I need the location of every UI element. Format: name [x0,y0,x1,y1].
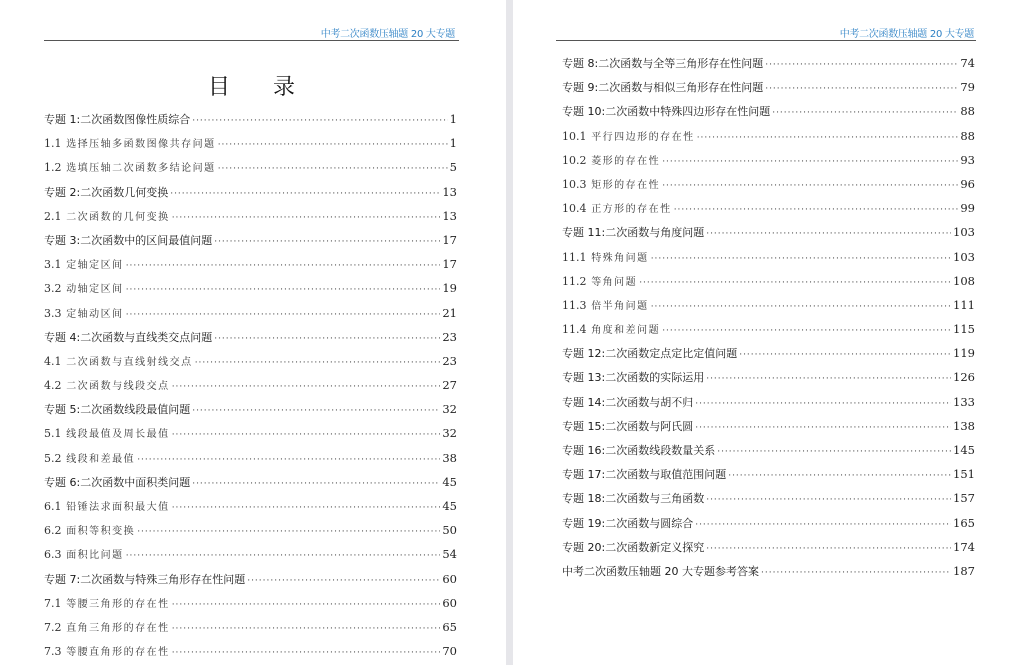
toc-entry-number: 10.2 [562,153,587,167]
toc-entry-label: 专题 3:二次函数中的区间最值问题 [44,233,213,247]
toc-entry-text: 定轴动区间 [66,308,124,320]
toc-page-number: 151 [953,467,975,482]
toc-entry-number: 7.2 [44,620,62,634]
dot-leader [695,392,951,416]
toc-entry-label [44,374,170,399]
toc-entry-number: 6.3 [44,548,62,562]
toc-entry-text: 菱形的存在性 [591,155,661,167]
toc-entry-topic[interactable] [562,559,975,583]
toc-entry-label: 专题 16:二次函数线段数量关系 [562,444,716,457]
dot-leader [706,537,951,561]
header-rule [44,40,459,41]
toc-entry-topic[interactable] [562,486,975,510]
toc-entry-label: 专题 10:二次函数中特殊四边形存在性问题 [562,105,771,119]
dot-leader [765,53,958,77]
toc-entry-text: 二次函数的几何变换 [66,211,170,223]
toc-entry-label [562,197,672,222]
toc-entry-topic[interactable] [44,180,457,204]
toc-page-number: 103 [953,225,975,240]
toc-entry-subtopic[interactable] [562,245,975,269]
toc-page-number: 96 [960,176,975,191]
dot-leader [218,133,448,157]
toc-entry-topic[interactable] [562,438,975,462]
dot-leader [639,271,951,295]
toc-entry-number: 7.1 [44,596,62,610]
dot-leader [126,303,441,327]
toc-entry-label: 专题 20:二次函数新定义探究 [562,540,705,554]
toc-entry-number: 6.2 [44,524,62,538]
page-gutter [506,0,513,665]
toc-page-number: 32 [442,402,457,417]
toc-entry-topic[interactable] [562,511,975,535]
toc-entry-label: 专题 12:二次函数定点定比定值问题 [562,347,738,361]
toc-list-left [44,107,457,663]
toc-page-number: 60 [442,571,457,586]
toc-entry-label [44,277,124,302]
dot-leader [126,278,441,302]
toc-entry-label: 专题 7:二次函数与特殊三角形存在性问题 [44,572,246,586]
dot-leader [662,319,951,343]
toc-entry-subtopic[interactable] [44,518,457,542]
toc-page-number: 157 [953,491,975,506]
toc-page-number: 111 [953,297,975,312]
toc-entry-subtopic[interactable] [44,542,457,566]
toc-page-number: 93 [960,152,975,167]
toc-entry-number: 10.3 [562,177,587,191]
toc-page-number: 27 [442,378,457,393]
toc-entry-label [562,173,660,198]
toc-entry-text: 线段最值及周长最值 [66,429,170,441]
toc-page-number: 88 [960,128,975,143]
toc-entry-number: 5.1 [44,427,62,441]
toc-entry-label: 专题 1:二次函数图像性质综合 [44,113,191,126]
toc-entry-text: 面积比问题 [66,550,124,562]
toc-entry-text: 特殊角问题 [591,252,649,264]
toc-entry-label [562,125,695,150]
toc-entry-label: 中考二次函数压轴题 20 大专题参考答案 [562,564,759,578]
toc-entry-text: 正方形的存在性 [591,204,672,216]
toc-entry-text: 直角三角形的存在性 [66,622,170,634]
toc-page-number: 13 [442,184,457,199]
dot-leader [172,593,441,617]
toc-entry-label [44,302,124,327]
toc-entry-topic[interactable] [44,567,457,591]
toc-page-number: 45 [442,499,457,513]
dot-leader [192,472,440,496]
toc-entry-text: 角度和差问题 [591,325,661,337]
toc-entry-text: 等腰直角形的存在性 [66,647,170,659]
toc-page-number: 54 [442,547,457,562]
toc-entry-number: 10.1 [562,129,587,143]
toc-entry-label: 专题 18:二次函数与三角函数 [562,492,705,506]
toc-page-number: 17 [442,232,457,247]
toc-entry-subtopic[interactable] [44,639,457,663]
toc-entry-label [44,422,170,447]
toc-entry-text: 定轴定区间 [66,260,124,272]
toc-page-number: 21 [442,305,457,320]
toc-entry-number: 6.1 [44,500,62,513]
toc-entry-text: 二次函数与直线射线交点 [66,356,193,368]
toc-page-number: 108 [953,273,975,288]
dot-leader [728,464,951,488]
dot-leader [706,367,951,391]
toc-entry-text: 线段和差最值 [66,453,136,465]
toc-entry-label: 专题 6:二次函数中面积类问题 [44,475,191,489]
toc-page-number: 99 [960,201,975,216]
toc-page-number: 32 [442,426,457,441]
toc-entry-number: 3.1 [44,258,62,272]
toc-page-number: 1 [449,136,457,151]
toc-entry-label: 专题 17:二次函数与取值范围问题 [562,468,727,482]
dot-leader [761,561,951,585]
toc-page-number: 103 [953,249,975,264]
toc-page-number: 138 [953,418,975,433]
toc-entry-topic[interactable] [562,535,975,559]
toc-entry-subtopic[interactable] [562,317,975,341]
toc-entry-subtopic[interactable] [44,276,457,300]
toc-entry-topic[interactable] [44,397,457,421]
running-head: 中考二次函数压轴题 20 大专题 [839,29,974,40]
dot-leader [706,222,951,246]
toc-page-number: 70 [442,644,457,659]
toc-entry-label [562,294,649,319]
page-left [0,0,506,665]
toc-entry-text: 倍半角问题 [591,300,649,312]
toc-page-number: 79 [960,80,975,95]
toc-entry-label: 专题 2:二次函数几何变换 [44,185,169,199]
toc-entry-subtopic[interactable] [44,204,457,228]
toc-entry-topic[interactable] [562,75,975,99]
toc-entry-label [562,246,649,271]
toc-entry-topic[interactable] [44,107,457,131]
toc-entry-topic[interactable] [562,365,975,389]
toc-entry-subtopic[interactable] [44,155,457,179]
toc-entry-subtopic[interactable] [44,591,457,615]
toc-entry-number: 11.1 [562,250,587,264]
toc-entry-topic[interactable] [562,99,975,123]
toc-page-number: 126 [953,370,975,385]
dot-leader [697,126,959,150]
dot-leader [247,569,440,593]
toc-entry-label [44,205,170,230]
toc-page-number: 5 [449,160,457,175]
toc-entry-subtopic[interactable] [562,124,975,148]
toc-page-number: 119 [953,346,975,361]
toc-entry-text: 二次函数与线段交点 [66,381,170,393]
toc-page-number: 23 [442,329,457,344]
toc-entry-label [44,132,216,157]
toc-entry-label [44,495,170,520]
toc-entry-subtopic[interactable] [562,172,975,196]
toc-entry-text: 选填压轴二次函数多结论问题 [66,163,216,175]
dot-leader [192,109,447,133]
toc-entry-subtopic[interactable] [562,269,975,293]
toc-entry-number: 11.3 [562,298,587,312]
toc-entry-label [562,270,637,295]
dot-leader [706,488,951,512]
toc-entry-topic[interactable] [562,220,975,244]
dot-leader [172,423,441,447]
toc-entry-label: 专题 15:二次函数与阿氏圆 [562,419,694,433]
toc-entry-topic[interactable] [562,51,975,75]
dot-leader [218,157,448,181]
dot-leader [137,448,440,472]
toc-entry-text: 动轴定区间 [66,284,124,296]
dot-leader [137,520,440,544]
toc-page-number: 115 [953,322,975,337]
toc-entry-text: 平行四边形的存在性 [591,131,695,143]
toc-page-number: 13 [442,208,457,223]
toc-entry-number: 11.2 [562,274,587,288]
toc-page-number: 38 [442,450,457,465]
toc-entry-number: 4.2 [44,379,62,393]
toc-entry-label [562,149,660,174]
toc-page-number: 1 [449,112,457,126]
toc-entry-subtopic[interactable] [562,148,975,172]
toc-entry-label: 专题 4:二次函数与直线类交点问题 [44,330,213,344]
dot-leader [214,327,440,351]
dot-leader [695,513,951,537]
toc-page-number: 74 [960,56,975,70]
toc-entry-number: 10.4 [562,202,587,216]
toc-entry-number: 1.2 [44,161,62,175]
toc-page-number: 60 [442,595,457,610]
toc-page-number: 19 [442,281,457,296]
toc-entry-subtopic[interactable] [44,421,457,445]
toc-page-number: 65 [442,619,457,634]
toc-entry-topic[interactable] [562,341,975,365]
dot-leader [674,198,959,222]
toc-entry-label: 专题 19:二次函数与圆综合 [562,516,694,530]
dot-leader [695,416,951,440]
toc-entry-number: 1.1 [44,137,62,151]
toc-entry-subtopic[interactable] [44,373,457,397]
toc-entry-number: 3.3 [44,306,62,320]
toc-entry-subtopic[interactable] [44,446,457,470]
toc-page-number: 174 [953,539,975,554]
dot-leader [172,375,441,399]
toc-entry-label [562,318,660,343]
dot-leader [717,440,951,464]
toc-entry-label [44,350,193,375]
toc-entry-label: 专题 8:二次函数与全等三角形存在性问题 [562,57,764,70]
toc-page-number: 50 [442,523,457,538]
dot-leader [172,496,441,520]
dot-leader [651,295,951,319]
toc-entry-text: 面积等积变换 [66,526,136,538]
toc-entry-number: 3.2 [44,282,62,296]
toc-entry-subtopic[interactable] [44,349,457,373]
toc-entry-topic[interactable] [44,470,457,494]
toc-page-number: 23 [442,353,457,368]
toc-page-number: 17 [442,257,457,272]
dot-leader [765,77,958,101]
toc-entry-subtopic[interactable] [562,196,975,220]
toc-entry-label [44,543,124,568]
toc-entry-subtopic[interactable] [44,494,457,518]
toc-entry-label [44,156,216,181]
toc-entry-number: 7.3 [44,645,62,659]
toc-page-number: 45 [442,474,457,489]
toc-entry-topic[interactable] [562,414,975,438]
toc-entry-number: 2.1 [44,209,62,223]
toc-entry-label [44,592,170,617]
dot-leader [651,247,951,271]
dot-leader [172,206,441,230]
toc-entry-label [44,616,170,641]
toc-entry-text: 矩形的存在性 [591,179,661,191]
toc-entry-text: 铅锤法求面积最大值 [66,502,170,513]
dot-leader [126,544,441,568]
toc-entry-topic[interactable] [562,462,975,486]
toc-entry-label: 专题 11:二次函数与角度问题 [562,226,705,240]
toc-entry-topic[interactable] [44,228,457,252]
header-rule [556,40,976,41]
toc-page-number: 145 [953,443,975,457]
toc-entry-text: 选择压轴多函数图像共存问题 [66,139,216,151]
dot-leader [126,254,441,278]
dot-leader [772,101,958,125]
toc-entry-number: 11.4 [562,323,587,337]
toc-entry-label: 专题 5:二次函数线段最值问题 [44,403,191,417]
dot-leader [739,343,951,367]
toc-page-number: 88 [960,104,975,119]
toc-entry-label [44,640,170,665]
dot-leader [195,351,441,375]
dot-leader [172,617,441,641]
toc-entry-label: 专题 9:二次函数与相似三角形存在性问题 [562,81,764,95]
toc-entry-subtopic[interactable] [44,252,457,276]
toc-page-number: 187 [953,563,975,578]
toc-entry-label [44,447,135,472]
toc-page-number: 165 [953,515,975,530]
toc-title: 目 录 [208,75,313,100]
toc-entry-topic[interactable] [562,390,975,414]
toc-list-right [562,51,975,583]
page-right [513,0,1024,665]
dot-leader [172,641,441,665]
dot-leader [192,399,440,423]
toc-entry-text: 等腰三角形的存在性 [66,598,170,610]
toc-entry-subtopic[interactable] [44,131,457,155]
toc-entry-label [44,253,124,278]
toc-entry-topic[interactable] [44,325,457,349]
toc-entry-text: 等角问题 [591,276,638,288]
dot-leader [170,182,440,206]
toc-entry-label [44,519,135,544]
dot-leader [662,150,958,174]
running-head: 中考二次函数压轴题 20 大专题 [320,29,455,40]
toc-entry-subtopic[interactable] [44,615,457,639]
toc-entry-label: 专题 14:二次函数与胡不归 [562,395,694,409]
dot-leader [214,230,440,254]
toc-entry-subtopic[interactable] [44,301,457,325]
toc-entry-subtopic[interactable] [562,293,975,317]
dot-leader [662,174,958,198]
toc-page-number: 133 [953,394,975,409]
toc-entry-label: 专题 13:二次函数的实际运用 [562,371,705,385]
toc-entry-number: 4.1 [44,354,62,368]
toc-entry-number: 5.2 [44,451,62,465]
